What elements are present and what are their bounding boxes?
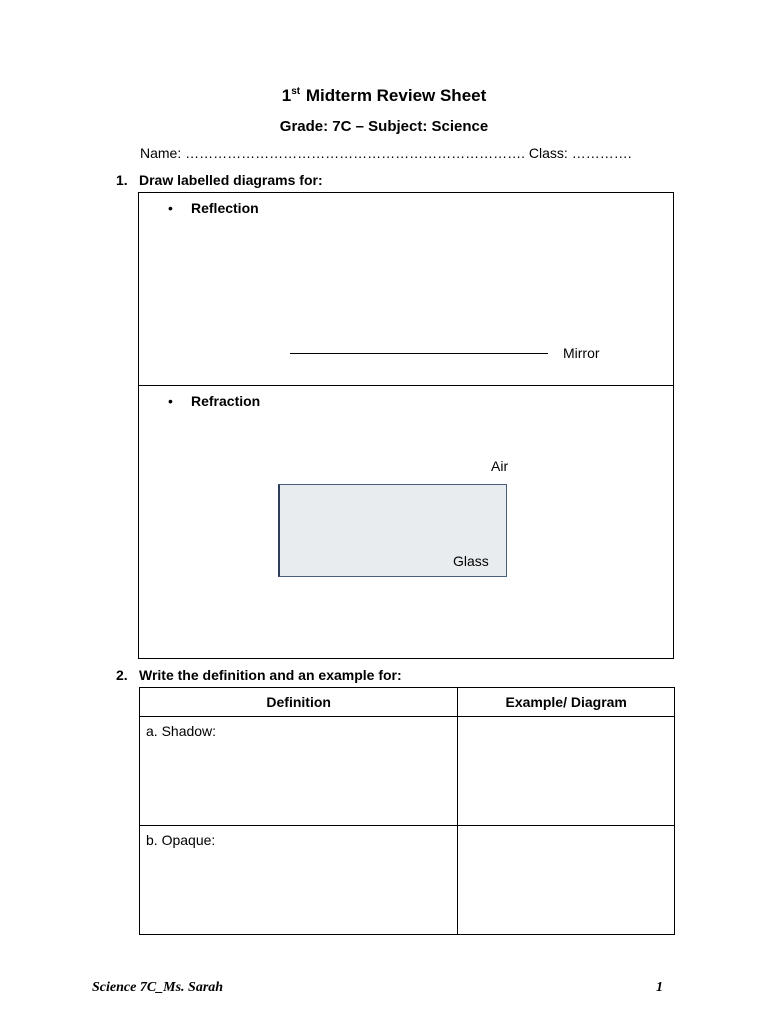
reflection-label: Reflection xyxy=(191,200,259,216)
mirror-label: Mirror xyxy=(563,345,600,361)
definition-table xyxy=(139,687,675,935)
refraction-label: Refraction xyxy=(191,393,261,409)
question-1-text: Draw labelled diagrams for: xyxy=(139,172,323,188)
example-cell xyxy=(458,717,675,826)
column-header-example: Example/ Diagram xyxy=(458,688,675,717)
table-header-row xyxy=(140,688,675,717)
page-number: 1 xyxy=(656,980,663,995)
definition-cell xyxy=(140,717,458,826)
diagram-divider xyxy=(138,385,674,386)
bullet-icon: • xyxy=(168,393,173,409)
row-label-opaque: b. Opaque: xyxy=(146,832,216,848)
question-2-number: 2. xyxy=(116,667,128,683)
title-ordinal: 1 xyxy=(281,86,292,105)
question-1-number: 1. xyxy=(116,172,128,188)
definition-cell xyxy=(140,826,458,935)
table-row xyxy=(140,717,675,826)
page-title xyxy=(0,86,768,106)
title-superscript: st xyxy=(291,86,301,97)
question-2-text: Write the definition and an example for: xyxy=(139,667,402,683)
air-label: Air xyxy=(491,458,509,474)
page-subtitle: Grade: 7C – Subject: Science xyxy=(279,118,489,135)
glass-label: Glass xyxy=(453,553,489,569)
example-cell xyxy=(458,826,675,935)
name-class-line: Name: ………………………………………………………………. Class: …………. xyxy=(140,145,632,161)
bullet-icon: • xyxy=(168,200,173,216)
table-row xyxy=(140,826,675,935)
title-text: Midterm Review Sheet xyxy=(301,86,487,105)
footer-text: Science 7C_Ms. Sarah xyxy=(92,980,224,995)
mirror-line xyxy=(290,353,548,354)
row-label-shadow: a. Shadow: xyxy=(146,723,217,739)
diagram-box xyxy=(138,192,674,659)
column-header-definition: Definition xyxy=(140,688,458,717)
